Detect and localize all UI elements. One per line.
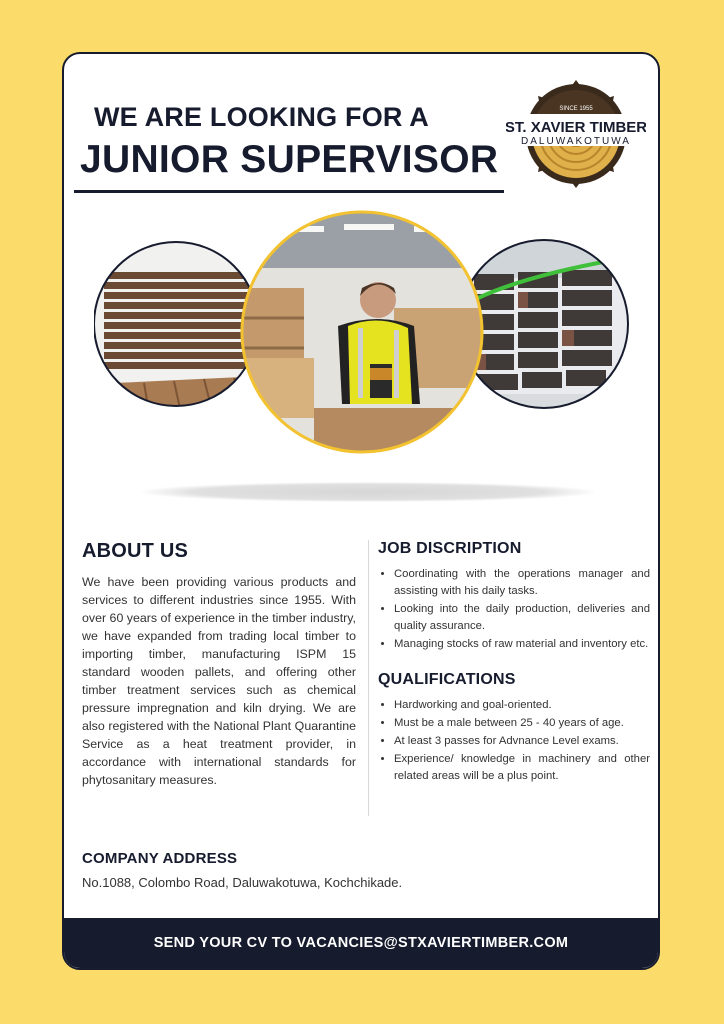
saw-blade-logo-icon	[506, 80, 646, 192]
headline-job-title: JUNIOR SUPERVISOR	[80, 138, 499, 181]
job-section	[378, 540, 650, 786]
list-item: • At least 3 passes for Advnance Level exams.	[394, 733, 650, 750]
about-text: We have been providing various products and services to different industries since 1955. With over 60 years of experience in the timber industry, we have expanded from trading local timber to importing timber, manufacturing ISPM 15 standard wooden pallets, and offering other timber treatment services such as chemical pressure impregnation and kiln drying. We are also registered with the National Plant Quarantine Service as a heat treatment provider, in accordance with international standards for phytosanitary measures.	[82, 575, 356, 787]
column-divider	[368, 540, 369, 816]
qualifications-list	[378, 697, 650, 785]
footer-bar	[64, 918, 658, 968]
company-address-section	[82, 850, 642, 890]
list-item: • Managing stocks of raw material and inventory etc.	[394, 636, 650, 653]
logo-since-text: SINCE 1955	[559, 106, 593, 112]
about-section	[82, 540, 356, 789]
list-item: • Experience/ knowledge in machinery and other related areas will be a plus point.	[394, 751, 650, 785]
logo-company-name: ST. XAVIER TIMBER	[506, 119, 646, 136]
company-address-text: No.1088, Colombo Road, Daluwakotuwa, Kochchikade.	[82, 875, 403, 890]
photo-shadow	[142, 482, 594, 502]
worker-photo	[234, 208, 494, 454]
job-description-list	[378, 566, 650, 653]
headline-line-1: WE ARE LOOKING FOR A	[94, 102, 429, 132]
qualifications-title: QUALIFICATIONS	[378, 671, 516, 688]
job-description-title: JOB DISCRIPTION	[378, 540, 522, 557]
send-cv-email-text[interactable]: SEND YOUR CV TO VACANCIES@STXAVIERTIMBER.COM	[153, 935, 569, 951]
company-logo	[506, 80, 646, 192]
headline-underline	[74, 190, 504, 193]
logo-location: DALUWAKOTUWA	[521, 136, 631, 147]
photo-collage	[94, 208, 634, 454]
about-title: ABOUT US	[82, 540, 189, 562]
poster-card	[62, 52, 660, 970]
company-address-title: COMPANY ADDRESS	[82, 850, 238, 867]
list-item: • Must be a male between 25 - 40 years of age.	[394, 715, 650, 732]
list-item: • Hardworking and goal-oriented.	[394, 697, 650, 714]
list-item: • Looking into the daily production, deliveries and quality assurance.	[394, 601, 650, 635]
list-item: • Coordinating with the operations manager and assisting with his daily tasks.	[394, 566, 650, 600]
